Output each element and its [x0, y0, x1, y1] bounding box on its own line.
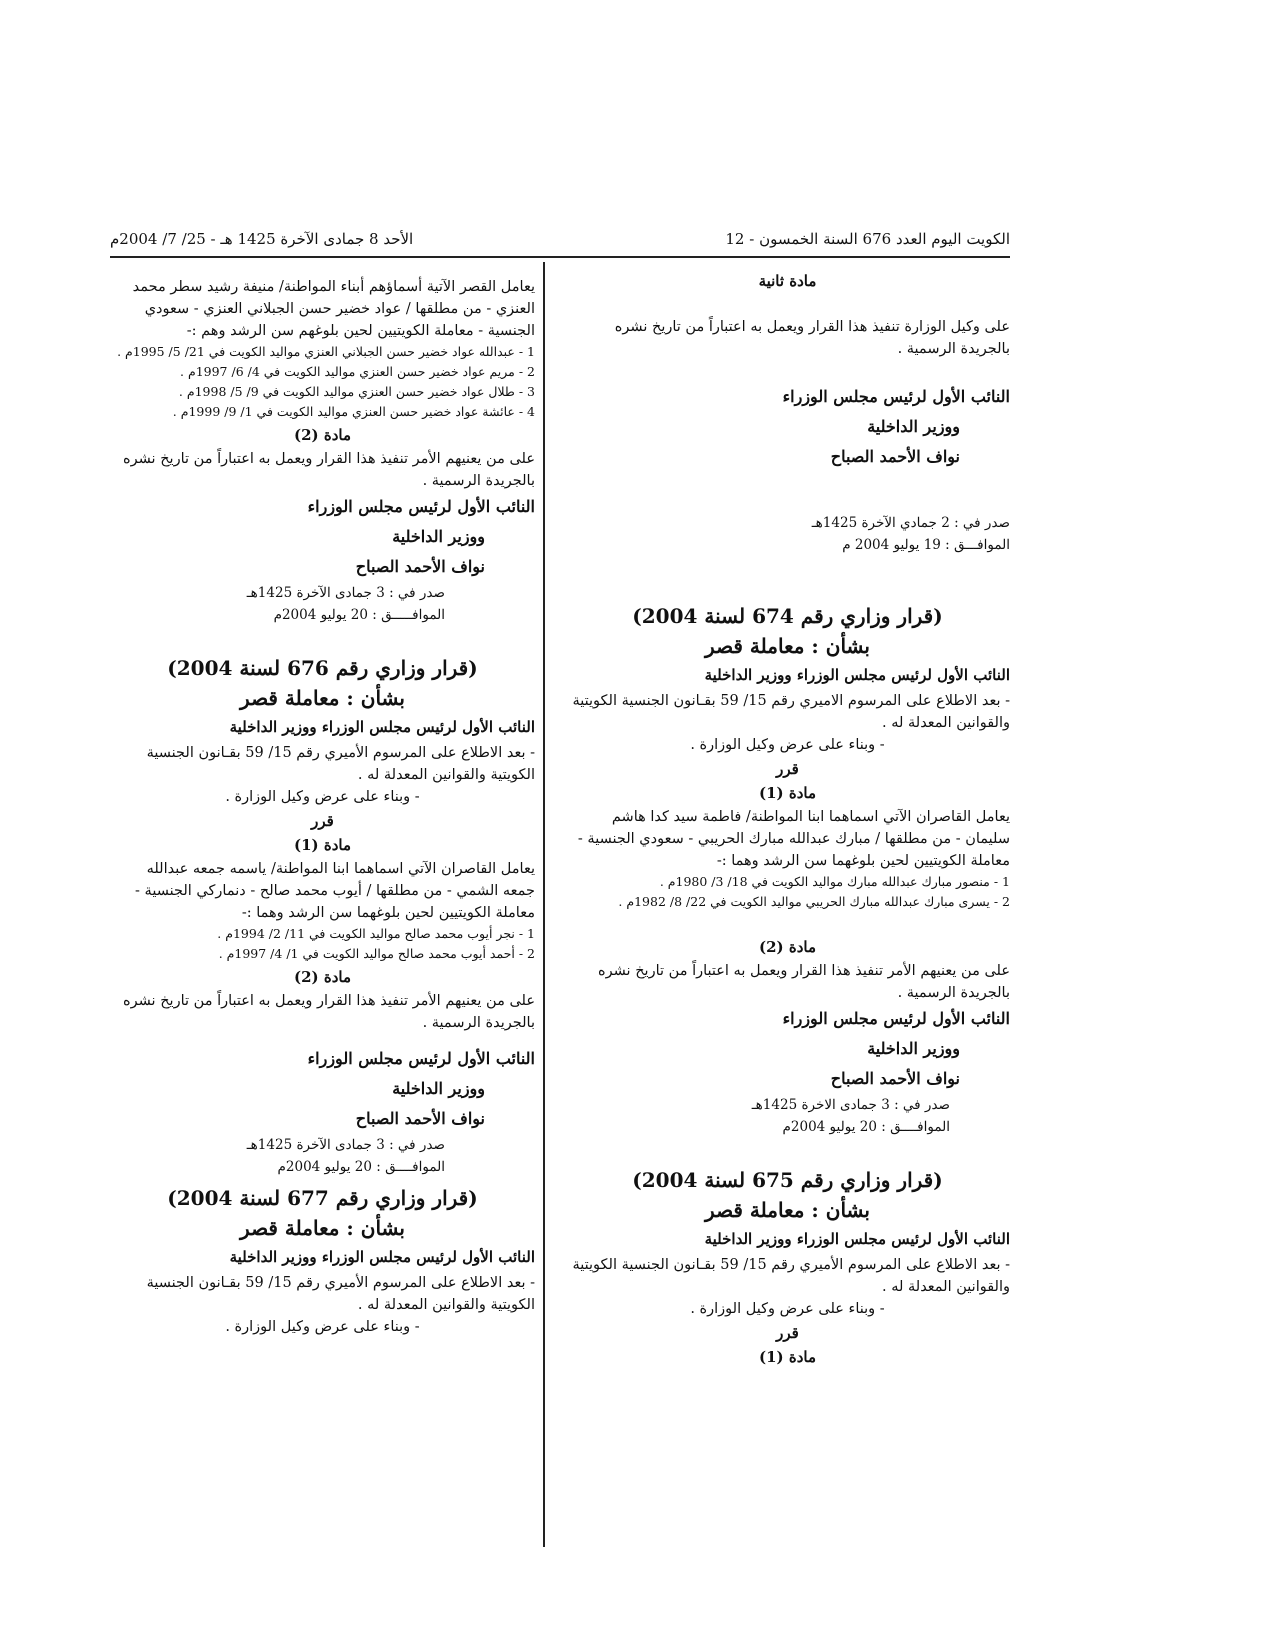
issue-dates [110, 1134, 535, 1178]
article-heading: مادة ثانية [758, 272, 817, 290]
article-heading: مادة (2) [758, 938, 816, 956]
article-heading: مادة (1) [293, 836, 351, 854]
issue-dates [110, 582, 535, 626]
decision-676 [110, 654, 535, 1178]
article-text: يعامل القاصران الآتي اسماهما ابنا المواطنة/ فاطمة سيد كدا هاشم سليمان - من مطلقها / مبارك عبدالله مبارك الحريبي - سعودي الجنسية - معاملة الكويتيين لحين بلوغهما سن الرشد وهما :- [577, 809, 1010, 869]
decision-675 [565, 1166, 1010, 1368]
corresponding-date: الموافـــــق : 20 يوليو 2004م [273, 607, 445, 623]
signature-name: نواف الأحمد الصباح [830, 447, 960, 466]
corresponding-date: الموافـــق : 19 يوليو 2004 م [842, 537, 1010, 553]
article-text: يعامل القصر الآتية أسماؤهم أبناء المواطنة/ منيفة رشيد سطر محمد العنزي - من مطلقها / عواد خضير حسن الجبلاني العنزي - سعودي الجنسية - معاملة الكويتيين لحين بلوغهم سن الرشد وهم :- [132, 279, 535, 339]
preamble: - بعد الاطلاع على المرسوم الأميري رقم 15/ 59 بقـانون الجنسية الكويتية والقوانين المعدلة له . [572, 1257, 1010, 1295]
column-divider [543, 262, 545, 1547]
signature-title: النائب الأول لرئيس مجلس الوزراء [782, 1009, 1010, 1028]
list-item: 3 - طلال عواد خضير حسن العنزي مواليد الكويت في 9/ 5/ 1998م . [178, 384, 535, 399]
decided-label: قرر [776, 1324, 799, 1342]
signature-name: نواف الأحمد الصباح [830, 1069, 960, 1088]
article-text: على من يعنيهم الأمر تنفيذ هذا القرار ويعمل به اعتباراً من تاريخ نشره بالجريدة الرسمية . [123, 451, 535, 489]
signature-role: ووزير الداخلية [867, 417, 960, 436]
issued-date: صدر في : 3 جمادى الآخرة 1425هـ [246, 585, 445, 601]
decision-title: (قرار وزاري رقم 675 لسنة 2004) [632, 1168, 943, 1192]
issue-dates [565, 512, 1010, 556]
preamble: - وبناء على عرض وكيل الوزارة . [225, 789, 420, 805]
decision-title: (قرار وزاري رقم 674 لسنة 2004) [632, 604, 943, 628]
list-item: 2 - يسرى مبارك عبدالله مبارك الحريبي مواليد الكويت في 22/ 8/ 1982م . [618, 894, 1010, 909]
signature-block [565, 382, 1010, 472]
article-text: على من يعنيهم الأمر تنفيذ هذا القرار ويعمل به اعتباراً من تاريخ نشره بالجريدة الرسمية . [123, 993, 535, 1031]
preamble: - وبناء على عرض وكيل الوزارة . [690, 737, 885, 753]
signature-title: النائب الأول لرئيس مجلس الوزراء [782, 387, 1010, 406]
signature-title: النائب الأول لرئيس مجلس الوزراء [307, 497, 535, 516]
decision-issuer: النائب الأول لرئيس مجلس الوزراء ووزير الداخلية [704, 666, 1010, 684]
decision-title: (قرار وزاري رقم 676 لسنة 2004) [167, 656, 478, 680]
decision-title: (قرار وزاري رقم 677 لسنة 2004) [167, 1186, 478, 1210]
list-item: 2 - أحمد أيوب محمد صالح مواليد الكويت في 1/ 4/ 1997م . [218, 946, 535, 961]
preamble: - بعد الاطلاع على المرسوم الأميري رقم 15/ 59 بقـانون الجنسية الكويتية والقوانين المعدلة له . [146, 745, 535, 783]
article-heading: مادة (2) [293, 426, 351, 444]
decided-label: قرر [311, 812, 334, 830]
article-text: يعامل القاصران الآتي اسماهما ابنا المواطنة/ ياسمه جمعه عبدالله جمعه الشمي - من مطلقها / أيوب محمد صالح - دنماركي الجنسية - معاملة الكويتيين لحين بلوغهما سن الرشد وهما :- [135, 861, 535, 921]
signature-name: نواف الأحمد الصباح [355, 557, 485, 576]
list-item: 1 - نجر أيوب محمد صالح مواليد الكويت في 11/ 2/ 1994م . [217, 926, 535, 941]
signature-block [110, 492, 535, 582]
decided-label: قرر [776, 760, 799, 778]
right-column [565, 268, 1010, 1370]
issued-date: صدر في : 3 جمادى الاخرة 1425هـ [751, 1097, 950, 1113]
list-item: 4 - عائشة عواد خضير حسن العنزي مواليد الكويت في 1/ 9/ 1999م . [172, 404, 535, 419]
preamble: - بعد الاطلاع على المرسوم الاميري رقم 15/ 59 بقـانون الجنسية الكويتية والقوانين المعدلة له . [572, 693, 1010, 731]
decision-677 [110, 1184, 535, 1338]
article-heading: مادة (1) [758, 1348, 816, 1366]
left-column [110, 276, 535, 1338]
decision-issuer: النائب الأول لرئيس مجلس الوزراء ووزير الداخلية [229, 718, 535, 736]
corresponding-date: الموافــــق : 20 يوليو 2004م [782, 1119, 950, 1135]
issued-date: صدر في : 3 جمادى الآخرة 1425هـ [246, 1137, 445, 1153]
article-text: على من يعنيهم الأمر تنفيذ هذا القرار ويعمل به اعتباراً من تاريخ نشره بالجريدة الرسمية . [598, 963, 1010, 1001]
signature-block [565, 1004, 1010, 1094]
signature-block [110, 1044, 535, 1134]
decision-674 [565, 602, 1010, 1138]
decision-issuer: النائب الأول لرئيس مجلس الوزراء ووزير الداخلية [704, 1230, 1010, 1248]
page-header [110, 226, 1010, 258]
list-item: 1 - منصور مبارك عبدالله مبارك مواليد الكويت في 18/ 3/ 1980م . [659, 874, 1010, 889]
decision-subject: بشأن : معاملة قصر [705, 1198, 870, 1222]
signature-role: ووزير الداخلية [392, 527, 485, 546]
preamble: - بعد الاطلاع على المرسوم الأميري رقم 15/ 59 بقـانون الجنسية الكويتية والقوانين المعدلة له . [146, 1275, 535, 1313]
decision-subject: بشأن : معاملة قصر [240, 686, 405, 710]
decision-issuer: النائب الأول لرئيس مجلس الوزراء ووزير الداخلية [229, 1248, 535, 1266]
list-item: 1 - عبدالله عواد خضير حسن الجبلاني العنزي مواليد الكويت في 21/ 5/ 1995م . [117, 344, 535, 359]
issued-date: صدر في : 2 جمادي الآخرة 1425هـ [811, 515, 1010, 531]
signature-role: ووزير الداخلية [867, 1039, 960, 1058]
issue-dates [565, 1094, 1010, 1138]
list-item: 2 - مريم عواد خضير حسن العنزي مواليد الكويت في 4/ 6/ 1997م . [180, 364, 535, 379]
signature-role: ووزير الداخلية [392, 1079, 485, 1098]
signature-name: نواف الأحمد الصباح [355, 1109, 485, 1128]
corresponding-date: الموافــــق : 20 يوليو 2004م [277, 1159, 445, 1175]
header-issue-info: الكويت اليوم العدد 676 السنة الخمسون - 12 [725, 230, 1010, 248]
article-heading: مادة (1) [758, 784, 816, 802]
preamble: - وبناء على عرض وكيل الوزارة . [690, 1301, 885, 1317]
header-date: الأحد 8 جمادى الآخرة 1425 هـ - 25/ 7/ 2004م [110, 230, 414, 248]
decision-subject: بشأن : معاملة قصر [240, 1216, 405, 1240]
article-heading: مادة (2) [293, 968, 351, 986]
signature-title: النائب الأول لرئيس مجلس الوزراء [307, 1049, 535, 1068]
article-text: على وكيل الوزارة تنفيذ هذا القرار ويعمل به اعتباراً من تاريخ نشره بالجريدة الرسمية . [614, 319, 1010, 357]
decision-subject: بشأن : معاملة قصر [705, 634, 870, 658]
preamble: - وبناء على عرض وكيل الوزارة . [225, 1319, 420, 1335]
